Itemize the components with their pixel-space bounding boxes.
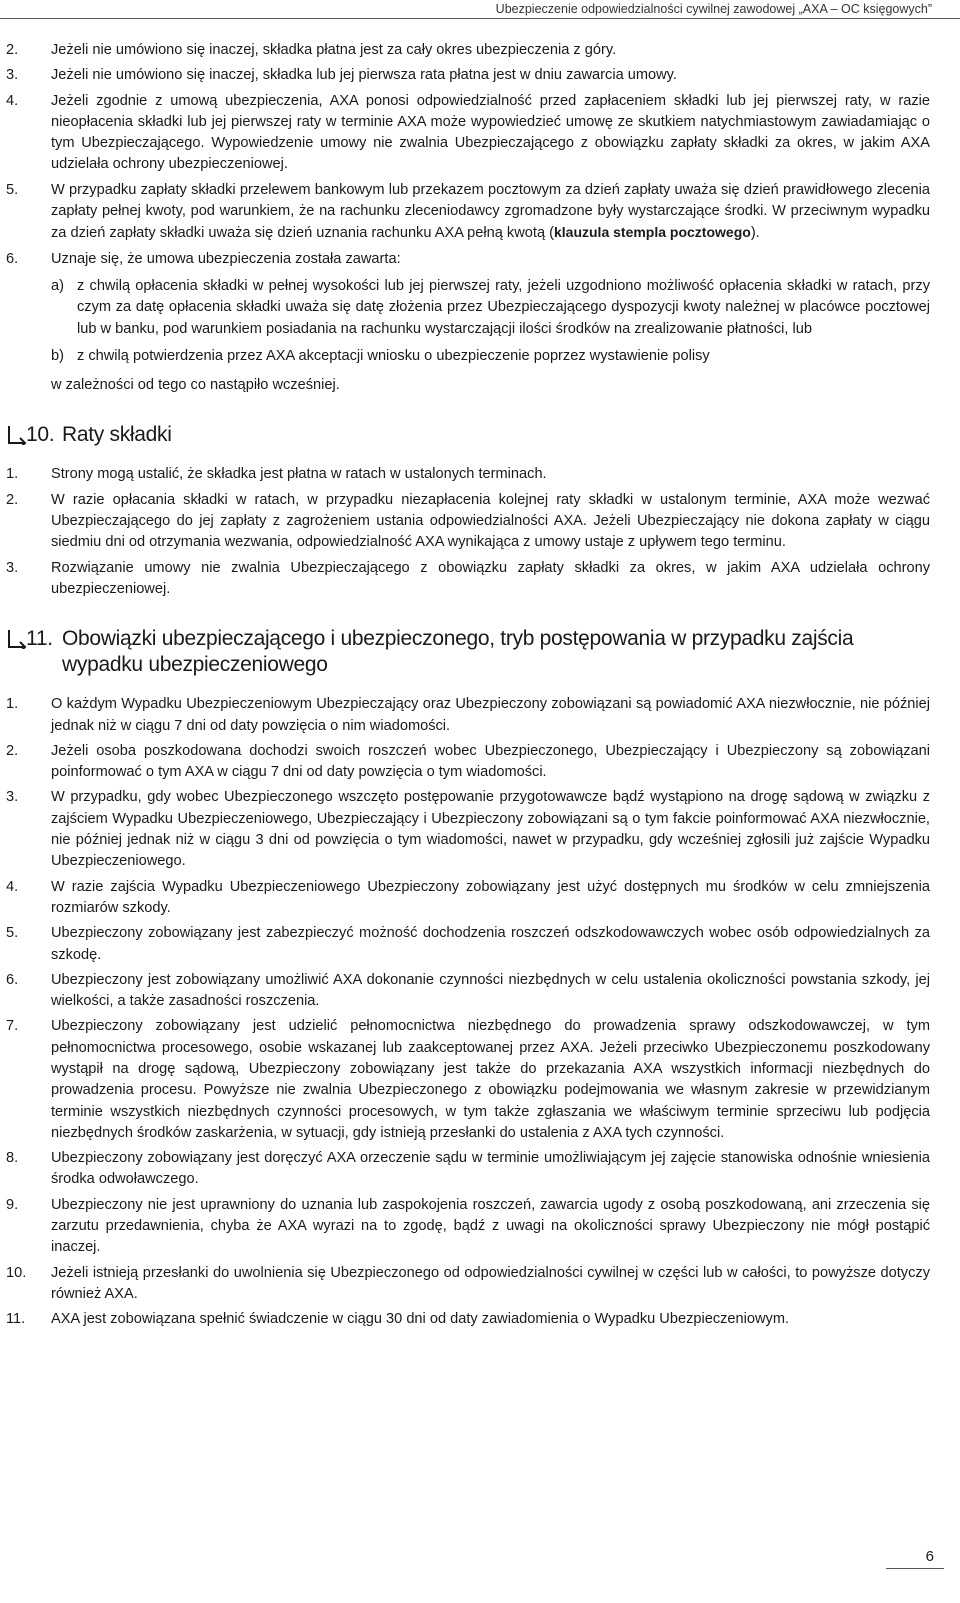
list-item <box>6 923 930 966</box>
list-item <box>6 490 930 554</box>
section-heading <box>6 422 930 448</box>
document-body <box>6 40 930 1335</box>
item-text: Ubezpieczony nie jest uprawniony do uznania lub zaspokojenia roszczeń, zawarcia ugody z osobą poszkodowaną, ani zrzeczenia się zarzutu przedawnienia, chyba że AXA wyrazi na to zgodę, bądź z uwagi na okoliczności sprawy Ubezpieczony nie mógł postąpić inaczej. <box>51 1196 930 1256</box>
list-item <box>6 249 930 397</box>
list-item <box>6 1263 930 1306</box>
list-item <box>6 787 930 872</box>
item-text: AXA jest zobowiązana spełnić świadczenie w ciągu 30 dni od daty zawiadomienia o Wypadku Ubezpieczeniowym. <box>51 1311 790 1328</box>
item-number: 2. <box>6 742 19 759</box>
item-text: W przypadku zapłaty składki przelewem bankowym lub przekazem pocztowym za dzień zapłaty uważa się dzień prawidłowego zlecenia zapłaty pełnej kwoty, pod warunkiem, że na rachunku zleceniodawcy zgromadzone były wystarczające środki. W przeciwnym wypadku za dzień zapłaty składki uważa się dzień uznania rachunku AXA pełną kwotą ( <box>51 181 930 242</box>
sub-item-text: z chwilą potwierdzenia przez AXA akceptacji wniosku o ubezpieczenie poprzez wystawienie polisy <box>77 347 710 364</box>
item-number: 1. <box>6 466 19 483</box>
item-text: O każdym Wypadku Ubezpieczeniowym Ubezpieczający oraz Ubezpieczony zobowiązani są powiadomić AXA niezwłocznie, nie później jednak niż w ciągu 7 dni od daty powzięcia o nim wiadomości. <box>51 696 930 734</box>
item-text-end: ). <box>750 225 760 242</box>
item-text: Rozwiązanie umowy nie zwalnia Ubezpieczającego z obowiązku zapłaty składki za okres, w jakim AXA udzielała ochrony ubezpieczeniowej. <box>51 559 930 597</box>
item-text: Ubezpieczony zobowiązany jest zabezpieczyć możność dochodzenia roszczeń odszkodowawczych wobec osób odpowiedzialnych za szkodę. <box>51 925 930 963</box>
item-text: Ubezpieczony zobowiązany jest doręczyć AXA orzeczenie sądu w terminie umożliwiającym jej zajęcie stanowiska odnośnie wniesienia środka odwoławczego. <box>51 1150 930 1188</box>
list-item <box>6 65 930 86</box>
list-item <box>6 877 930 920</box>
page-number-rule <box>886 1568 944 1569</box>
item-text: Jeżeli nie umówiono się inaczej, składka lub jej pierwsza rata płatna jest w dniu zawarcia umowy. <box>51 67 677 84</box>
item-text: W przypadku, gdy wobec Ubezpieczonego wszczęto postępowanie przygotowawcze bądź wystąpiono na drogę sądową w związku z zajściem Wypadku Ubezpieczeniowego, Ubezpieczający i Ubezpieczony zobowiązani są o tym fakcie poinformować AXA niezwłocznie, nie później jednak niż w ciągu 3 dni od powzięcia o tym wiadomości, nawet w przypadku, gdy wcześniej zgłosili już zajście Wypadku Ubezpieczeniowego. <box>51 789 930 870</box>
list-item <box>6 464 930 485</box>
item-text: W razie zajścia Wypadku Ubezpieczeniowego Ubezpieczony zobowiązany jest użyć dostępnych mu środków w celu zmniejszenia rozmiarów szkody. <box>51 878 930 916</box>
clause-name: klauzula stempla pocztowego <box>553 224 751 241</box>
item-number: 1. <box>6 696 19 713</box>
list-item <box>6 1309 930 1330</box>
section-11-list <box>6 694 930 1330</box>
section-number: 10. <box>26 423 55 447</box>
item-number: 5. <box>6 181 19 198</box>
arrow-bullet-icon <box>6 423 28 445</box>
list-item <box>6 741 930 784</box>
item-number: 5. <box>6 925 19 942</box>
list-item <box>6 180 930 245</box>
section-heading <box>6 626 930 678</box>
item-number: 10. <box>6 1264 27 1281</box>
item-closing-text: w zależności od tego co nastąpiło wcześniej. <box>51 377 340 394</box>
list-item <box>6 40 930 61</box>
section-number: 11. <box>26 627 53 651</box>
item-text: Jeżeli zgodnie z umową ubezpieczenia, AXA ponosi odpowiedzialność przed zapłaceniem składki lub jej pierwszej raty, w razie nieopłacenia składki lub jej pierwszej raty w terminie AXA może wypowiedzieć umowę ze skutkiem natychmiastowym zawiadamiając o tym Ubezpieczającego. Wypowiedzenie umowy nie zwalnia Ubezpieczającego z obowiązku zapłaty składki za okres, w jakim AXA udzielała ochrony ubezpieczeniowej. <box>51 92 930 173</box>
item-number: 3. <box>6 559 19 576</box>
section-10-list <box>6 464 930 600</box>
item-number: 3. <box>6 67 19 84</box>
section-title: Raty składki <box>62 423 172 447</box>
sub-item <box>51 276 930 340</box>
arrow-bullet-icon <box>6 627 28 649</box>
sub-item <box>51 346 930 367</box>
item-number: 4. <box>6 92 19 109</box>
sub-item-text: z chwilą opłacenia składki w pełnej wysokości lub jej pierwszej raty, jeżeli uzgodniono możliwość opłacenia składki w ratach, przy czym za datę opłacenia składki uważa się datę złożenia przez Ubezpieczającego dyspozycji kwoty należnej w placówce pocztowej lub w banku, pod warunkiem posiadania na rachunku wystarczającji ilości środków na zrealizowanie płatności, lub <box>77 277 930 337</box>
item-number: 2. <box>6 42 19 58</box>
item-number: 6. <box>6 250 19 267</box>
list-item <box>6 970 930 1013</box>
item-text: W razie opłacania składki w ratach, w przypadku niezapłacenia kolejnej raty składki w ustalonym terminie, AXA może wezwać Ubezpieczającego do jej zapłaty z zagrożeniem ustania odpowiedzialności AXA. Jeżeli Ubezpieczający nie dokona zapłaty w ciągu siedmiu dni od otrzymania wezwania, odpowiedzialność AXA wynikająca z umowy ustaje z upływem tego terminu. <box>51 491 930 551</box>
item-text: Jeżeli istnieją przesłanki do uwolnienia się Ubezpieczonego od odpowiedzialności cywilnej w części lub w całości, to powyższe dotyczy również AXA. <box>51 1264 930 1302</box>
item-number: 4. <box>6 878 19 895</box>
item-number: 6. <box>6 971 19 988</box>
item-number: 3. <box>6 789 19 806</box>
item-number: 2. <box>6 491 19 508</box>
page-number: 6 <box>925 1548 934 1565</box>
item-text: Jeżeli osoba poszkodowana dochodzi swoich roszczeń wobec Ubezpieczonego, Ubezpieczający i Ubezpieczony są zobowiązani poinformować o tym AXA w ciągu 7 dni od daty powzięcia o tym wiadomości. <box>51 742 930 781</box>
list-item <box>6 1195 930 1259</box>
item-number: 9. <box>6 1196 19 1213</box>
item-number: 8. <box>6 1150 19 1167</box>
list-item <box>6 694 930 737</box>
sub-item-label: b) <box>51 347 64 364</box>
item-text: Ubezpieczony zobowiązany jest udzielić pełnomocnictwa niezbędnego do prowadzenia sprawy odszkodowawczej, w tym pełnomocnictwa procesowego, osobie wskazanej lub zaakceptowanej przez AXA. Jeżeli przeciwko Ubezpieczonemu poszkodowany wystąpił na drogę sądową, Ubezpieczony zobowiązany jest także do przekazania AXA wszystkich informacji niezbędnych do prowadzenia procesu. Powyższe nie zwalnia Ubezpieczonego z obowiązku podejmowania we własnym zakresie w przewidzianym terminie wszystkich niezbędnych czynności procesowych, w tym także zgłaszania we właściwym terminie sprzeciwu lub podjęcia niezbędnych środków zaskarżenia, w sytuacji, gdy istnieją przesłanki do ustalenia z AXA tych czynności. <box>51 1018 930 1141</box>
item-number: 11. <box>6 1311 26 1328</box>
running-header: Ubezpieczenie odpowiedzialności cywilnej zawodowej „AXA – OC księgowych” <box>495 2 932 16</box>
list-item <box>6 1016 930 1144</box>
item-text: Uznaje się, że umowa ubezpieczenia została zawarta: <box>51 250 401 267</box>
item-text: Strony mogą ustalić, że składka jest płatna w ratach w ustalonych terminach. <box>51 466 547 483</box>
section-title: Obowiązki ubezpieczającego i ubezpieczonego, tryb postępowania w przypadku zajścia wypadku ubezpieczeniowego <box>62 627 854 677</box>
header-divider <box>0 18 960 19</box>
list-item <box>6 91 930 176</box>
list-item <box>6 558 930 601</box>
sub-item-label: a) <box>51 277 64 294</box>
list-item <box>6 1148 930 1191</box>
item-text: Ubezpieczony jest zobowiązany umożliwić AXA dokonanie czynności niezbędnych w celu ustalenia okoliczności powstania szkody, jej wielkości, a także zasadności roszczenia. <box>51 971 930 1010</box>
item-text: Jeżeli nie umówiono się inaczej, składka płatna jest za cały okres ubezpieczenia z góry. <box>51 42 617 58</box>
item-number: 7. <box>6 1018 19 1035</box>
